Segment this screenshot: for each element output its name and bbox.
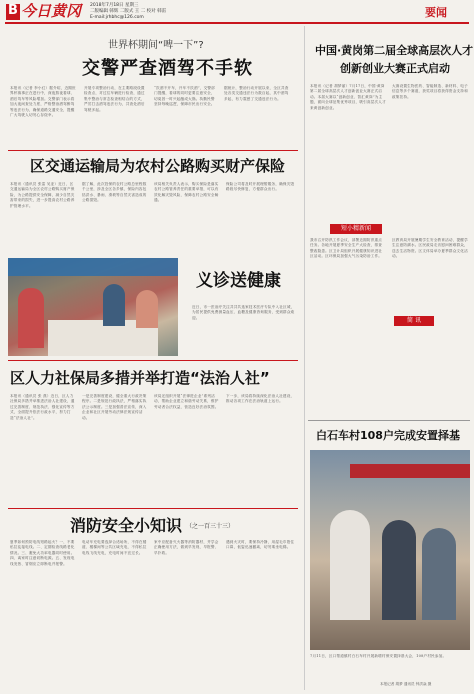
clinic-photo-person (103, 284, 125, 326)
contest-body-col1: 本报讯（记者 胡梦丽）7月17日，中国·黄岗第二届全球高层次人才创新创业大赛正式启动。本届大赛以“创新创业、智汇黄岗”为主题，面向全球征集优秀项目，吸引高层次人才来黄创新创业。 (310, 84, 386, 110)
transport-body-col3: 该局相关负责人表示，购买保险是落实农村公路管养责任的重要举措，可以有效化解灾毁风险，保障农村公路安全畅通。 (154, 182, 219, 203)
rule-3 (8, 508, 298, 509)
fire-body-col4: 遇到火灾时，要保持冷静，用湿毛巾捂住口鼻，低姿迅速撤离，切勿乘坐电梯。 (226, 540, 295, 550)
clinic-caption-lead: 近日，市一医治疗关注共共共选家技术医疗专队中入社区城 (192, 305, 291, 309)
rule-right (308, 420, 470, 421)
drunk-body-col3: “饮酒不开车，开车不饮酒”，交警部门提醒，看球的同时更要注意安全，切莫因一时兴起酿成大祸。执勤民警坚持每晚巡逻，保障市民出行安全。 (154, 86, 215, 107)
brief-news-col1: 我市召开防汛工作会议，部署近期防汛重点任务。各地开展夏季安全生产大检查，排查整改隐患。区卫计局组织开展健康知识进社区活动。区环保局加强大气污染防治工作。 (310, 238, 383, 259)
transport-body-col1: 本报讯（通讯员 张雷 吴亚）近日，区交通运输局为全区农村公路购买财产保险，为公路提供安全保障，减少自然灾害带来的损失，进一步提高农村公路养护管理水平。 (10, 182, 75, 208)
clinic-photo-banner (8, 258, 178, 276)
baishi-photo-banner (350, 464, 470, 478)
baishi-caption: 7月11日，区口帮道镇村白石车村开展新增村保安置择基大会，108户村民参加。 (310, 654, 447, 658)
drunk-headline: 交警严查酒驾不手软 (82, 58, 253, 79)
brief-news-col2: 区教育局开展暑期学生安全教育活动，提醒学生注意防溺水。区民政局走访慰问困难群众，送去生活物资。区文体局举办夏季群众文化活动。 (392, 238, 468, 259)
masthead-date: 2018年7月18日 星期三 (90, 3, 139, 8)
section-label: 要闻 (425, 6, 447, 19)
clinic-photo-person (136, 290, 158, 328)
masthead-email: E-mail:jrhbhc@126.com (90, 15, 144, 20)
baishi-photo (310, 450, 470, 650)
drunk-body-col4: 据统计，整治行动开展以来，全区共查处各类交通违法行为数百起，其中酒驾多起，有力震慾了交通违法行为。 (224, 86, 289, 101)
section-letter: B (8, 3, 18, 18)
fire-headline: 消防安全小知识 (70, 516, 183, 535)
fire-series: （之一百三十三） (186, 523, 235, 530)
clinic-caption: 近日，市一医治疗关注共共共选家技术医疗专队中入社区城，为居民提供免费测量血压、血糖及健康咨询服务，受到群众欢迎。 (192, 305, 295, 320)
transport-body-col2: 据了解，此次投保的农村公路总里程数千公里，涉及全区各乡镇，保险内容包括洪水、暴雨、滑坡等自然灾害造成的公路损毁。 (82, 182, 147, 203)
baishi-credit: 本报记者 胡梦 通讯员 钟洪焱 摄 (380, 682, 432, 686)
drunk-body-col1: 本报讯（记者 李小红）据介绍，近期世界杯赛事正在进行中，深夜熬夜看球、酒后驾车等风险增加。交警部门表示将加大夜间查处力度，严格整治酒驾醉驾等违法行为，确保道路交通安全，提醒广大驾驶人切勿心存侥幸。 (10, 86, 76, 118)
brief-news-header-2: 简 讯 (394, 316, 434, 326)
brief-news-header: 短小精新闻 (330, 224, 382, 234)
masthead-rule (5, 22, 469, 24)
transport-headline: 区交通运输局为农村公路购买财产保险 (30, 157, 286, 175)
fire-body-col2: 电动车充电要选择合适场所，不得在楼道、楼梯间等公共区域充电，不得私拉电线飞线充电，充电时间不宜过长。 (82, 540, 147, 555)
clinic-headline: 义诊送健康 (196, 271, 281, 291)
drunk-kicker: 世界杯期间“啤一下”? (108, 40, 204, 51)
fire-body-col1: 夏季如何预防电线短路起火？一、不要私拉乱接电线。二、定期检查线路老化情况。三、避免大功率电器同时使用。四、离家时注意切断电源。五、发现电线发热、冒烟应立即断电并报警。 (10, 540, 75, 566)
fire-body-col3: 家中应配备灭火器等消防器材，并学会正确使用方法，做到早发现、早报警、早扑救。 (154, 540, 219, 555)
clinic-photo (8, 258, 178, 356)
rule-2 (8, 360, 298, 361)
masthead-editors: 二版编辑 韩辉 二版式 王 二 校对 韩雷 (90, 9, 167, 14)
clinic-photo-person (18, 288, 44, 348)
law-body-col4: 下一步，该局将持续深化法治人社建设，推动各项工作在法治轨道上运行。 (226, 394, 295, 404)
transport-body-col4: 保险公司将及时开展理赔服务，确保灾毁路段尽快修复，方便群众出行。 (226, 182, 295, 192)
paper-name: 今日黄冈 (21, 2, 82, 20)
contest-body-col2: 大赛设置生物医药、智能制造、新材料、电子信息等多个赛道，获奖项目将获得资金支持和政策扶持。 (392, 84, 468, 99)
rule-1 (8, 150, 298, 151)
baishi-photo-person (422, 528, 456, 620)
baishi-headline: 白石车村108户完成安置择基 (316, 429, 460, 442)
drunk-body-col2: 开展专项整治行动，在主要路段设置检查点，对过往车辆进行检查，通过集中整治与常态检查相结合的方式，严厉打击酒驾违法行为，共查处酒后驾驶多起。 (84, 86, 145, 112)
law-body-col2: 一是完善制度建设，健全重大行政决策程序。二是规范行政执法，严格落实执法公示制度。三是加强普法宣传，深入企业和社区开展劳动法律法规宣传活动。 (82, 394, 147, 420)
contest-headline-line2: 创新创业大赛正式启动 (340, 62, 450, 75)
baishi-photo-person (382, 520, 416, 620)
law-body-col3: 该局还组织开展“法律进企业”系列活动，帮助企业建立和谐劳动关系，维护劳动者合法权益，营造良好法治氛围。 (154, 394, 219, 409)
column-divider (304, 26, 305, 690)
contest-headline-line1: 中国·黄岗第二届全球高层次人才 (315, 44, 474, 57)
baishi-photo-person (330, 510, 370, 620)
law-body-col1: 本报讯（通讯员 张 燕）近日，区人力社保局多措并举推进法治人社建设，通过完善制度、规范执法、强化宣传等方式，全面提升依法行政水平，努力打造“法治人社”。 (10, 394, 75, 420)
law-headline: 区人力社保局多措并举打造“法治人社” (10, 369, 270, 387)
